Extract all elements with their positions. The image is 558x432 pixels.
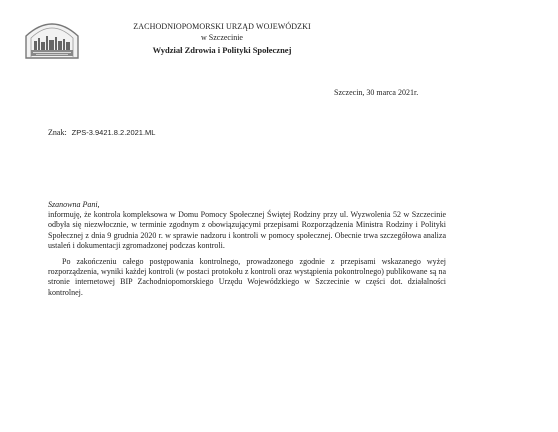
reference-value: ZPS-3.9421.8.2.2021.ML: [71, 128, 156, 137]
reference-number: [48, 128, 155, 137]
letterhead: [92, 21, 352, 56]
paragraph-2: Po zakończeniu całego postępowania kontrolnego, prowadzonego zgodnie z przepisami wskazanego wyżej rozporządzenia, wyniki każdej kontroli (w postaci protokołu z kontroli oraz wystąpienia pokontrolnego) publikowane są na stronie internetowej BIP Zachodniopomorskiego Urzędu Wojewódzkiego w Szczecinie w części dot. działalności kontrolnej.: [48, 257, 446, 297]
salutation: Szanowna Pani,: [48, 200, 100, 209]
paragraph-1: informuję, że kontrola kompleksowa w Domu Pomocy Społecznej Świętej Rodziny przy ul. Wyzwolenia 52 w Szczecinie odbyła się niezwłocznie, w terminie zgodnym z obowiązującymi przepisami Rozporządzenia Ministra Rodziny i Polityki Społecznej z dnia 9 grudnia 2020 r. w sprawie nadzoru i kontroli w pomocy społecznej. Obecnie trwa szczegółowa analiza ustaleń i dokumentacji zgromadzonej podczas kontroli.: [48, 210, 446, 250]
office-location: w Szczecinie: [201, 33, 243, 42]
office-logo: [22, 14, 82, 60]
letter-body: [48, 200, 446, 298]
letter-date: Szczecin, 30 marca 2021r.: [334, 88, 419, 97]
reference-label: Znak:: [48, 128, 67, 137]
building-emblem-icon: [22, 14, 82, 60]
office-name: ZACHODNIOPOMORSKI URZĄD WOJEWÓDZKI: [133, 22, 311, 31]
department-name: Wydział Zdrowia i Polityki Społecznej: [152, 45, 292, 55]
